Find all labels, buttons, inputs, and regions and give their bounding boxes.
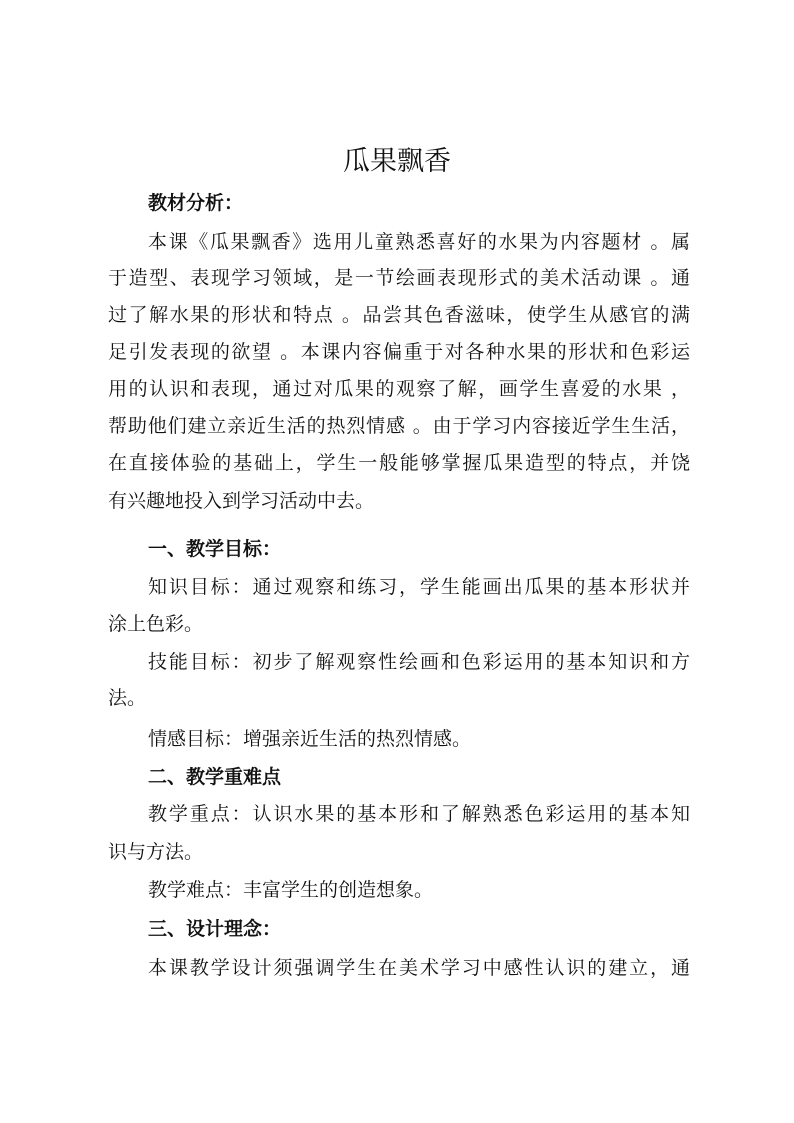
design-heading: 三、设计理念： <box>148 918 282 940</box>
goal-skill-line: 法。 <box>108 687 147 709</box>
goal-emotion-line: 情感目标：增强亲近生活的热烈情感。 <box>148 728 472 750</box>
keypoint-focus-line: 识与方法。 <box>108 841 204 863</box>
keypoint-difficulty-line: 教学难点：丰富学生的创造想象。 <box>148 879 434 901</box>
goal-skill-line: 技能目标：初步了解观察性绘画和色彩运用的基本知识和方 <box>148 651 690 673</box>
design-line: 本课教学设计须强调学生在美术学习中感性认识的建立，通 <box>148 957 690 979</box>
analysis-line: 在直接体验的基础上，学生一般能够掌握瓜果造型的特点，并饶 <box>108 452 690 474</box>
goal-knowledge-line: 涂上色彩。 <box>108 613 204 635</box>
goals-heading: 一、教学目标： <box>148 538 282 560</box>
goal-knowledge-line: 知识目标：通过观察和练习，学生能画出瓜果的基本形状并 <box>148 576 690 598</box>
analysis-heading: 教材分析： <box>148 192 244 214</box>
analysis-line: 有兴趣地投入到学习活动中去。 <box>108 490 375 512</box>
keypoints-heading: 二、教学重难点 <box>148 766 282 788</box>
analysis-line: 足引发表现的欲望 。本课内容偏重于对各种水果的形状和色彩运 <box>108 341 690 363</box>
analysis-line: 帮助他们建立亲近生活的热烈情感 。由于学习内容接近学生生活， <box>108 415 690 437</box>
analysis-line: 过了解水果的形状和特点 。品尝其色香滋味，使学生从感官的满 <box>108 304 690 326</box>
analysis-line: 本课《瓜果飘香》选用儿童熟悉喜好的水果为内容题材 。属 <box>148 231 690 253</box>
keypoint-focus-line: 教学重点：认识水果的基本形和了解熟悉色彩运用的基本知 <box>148 803 690 825</box>
analysis-line: 用的认识和表现，通过对瓜果的观察了解，画学生喜爱的水果 ， <box>108 378 690 400</box>
analysis-line: 于造型、表现学习领域，是一节绘画表现形式的美术活动课 。通 <box>108 267 690 289</box>
page-title: 瓜果飘香 <box>343 146 451 177</box>
